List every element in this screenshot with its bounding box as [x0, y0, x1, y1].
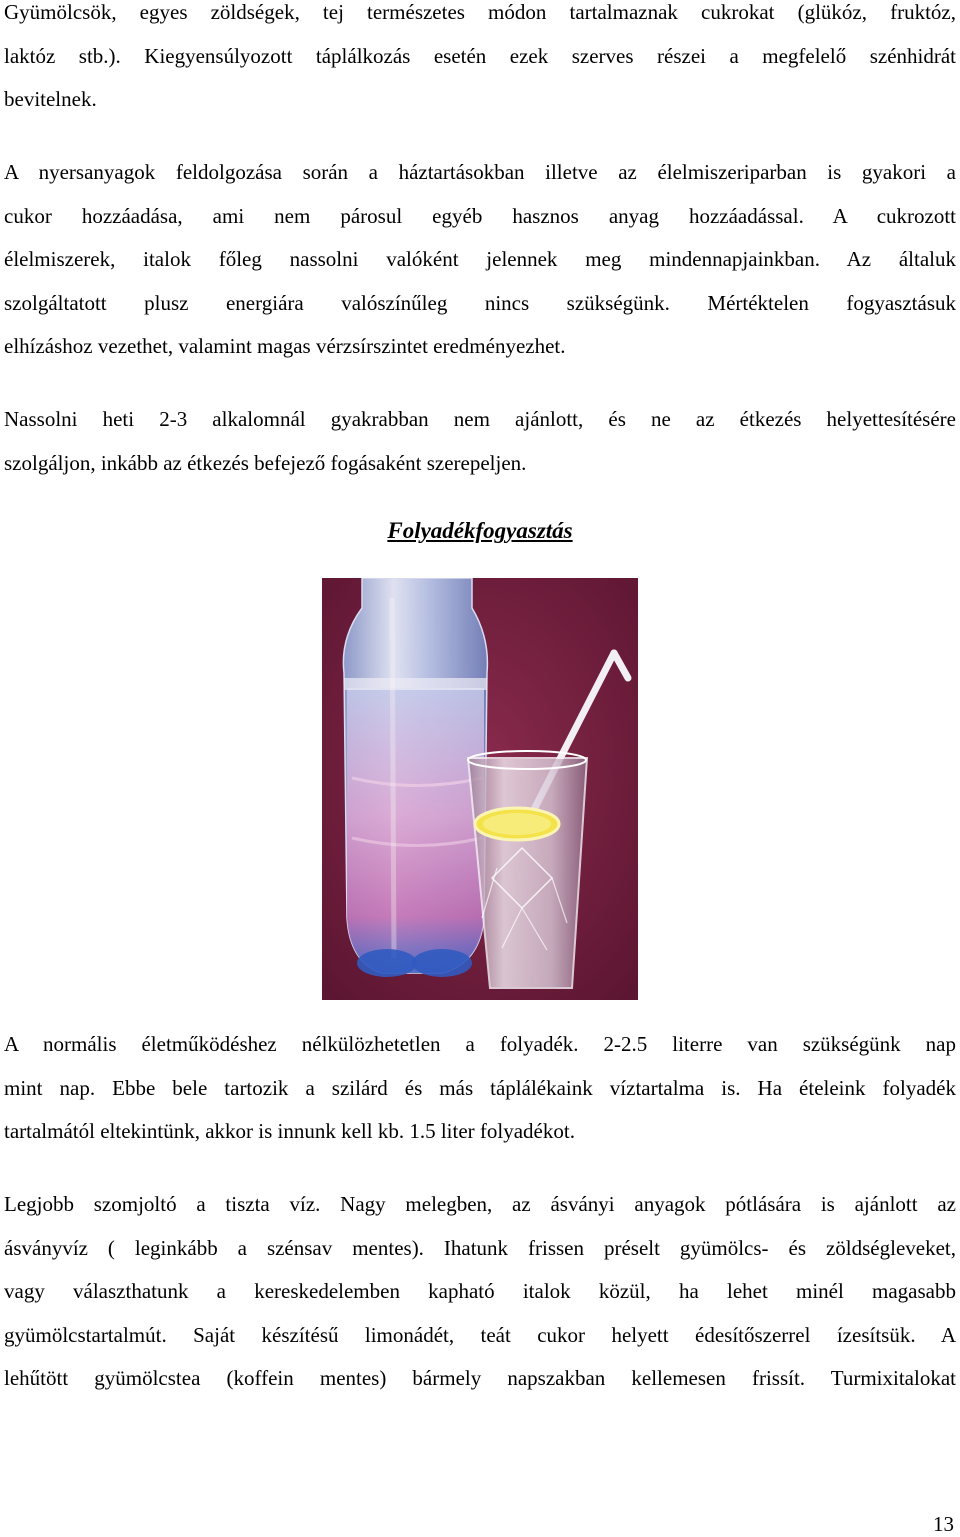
text-line: cukor hozzáadása, ami nem párosul egyéb hasznos anyag hozzáadással. A cukrozott: [4, 203, 956, 228]
text-line: bevitelnek.: [4, 87, 97, 111]
text-line: szolgáltatott plusz energiára valószínűleg nincs szükségünk. Mértéktelen fogyasztásuk: [4, 290, 956, 315]
text-line: tartalmától eltekintünk, akkor is innunk kell kb. 1.5 liter folyadékot.: [4, 1119, 575, 1143]
section-heading: Folyadékfogyasztás: [387, 518, 573, 543]
text-line: Gyümölcsök, egyes zöldségek, tej természetes módon tartalmaznak cukrokat (glükóz, fruktóz,: [4, 0, 956, 24]
text-line: gyümölcstartalmút. Saját készítésű limonádét, teát cukor helyett édesítőszerrel ízesítsük. A: [4, 1322, 956, 1347]
water-bottle-and-glass-with-lemon-photo: [322, 578, 638, 1000]
paragraph-fluid-needs: [4, 1023, 956, 1154]
text-line: A nyersanyagok feldolgozása során a háztartásokban illetve az élelmiszeriparban is gyakori a: [4, 160, 956, 184]
text-line: elhízáshoz vezethet, valamint magas vérzsírszintet eredményezhet.: [4, 334, 566, 358]
text-line: lehűtött gyümölcstea (koffein mentes) bármely napszakban kellemesen frissít. Turmixitalokat: [4, 1366, 956, 1390]
text-line: szolgáljon, inkább az étkezés befejező fogásaként szerepeljen.: [4, 450, 527, 475]
paragraph-best-drinks: [4, 1183, 956, 1401]
text-line: laktóz stb.). Kiegyensúlyozott táplálkozás esetén ezek szerves részei a megfelelő szénhidrát: [4, 43, 956, 68]
text-line: mint nap. Ebbe bele tartozik a szilárd és más táplálékaink víztartalma is. Ha ételeink folyadék: [4, 1075, 956, 1100]
text-line: Nassolni heti 2-3 alkalomnál gyakrabban nem ajánlott, és ne az étkezés helyettesítésére: [4, 407, 956, 431]
paragraph-sugars-intro: [4, 0, 956, 122]
paragraph-snacking-advice: [4, 398, 956, 485]
text-line: ásványvíz ( leginkább a szénsav mentes). Ihatunk frissen préselt gyümölcs- és zöldségleveket,: [4, 1235, 956, 1260]
text-line: A normális életműködéshez nélkülözhetetlen a folyadék. 2-2.5 literre van szükségünk nap: [4, 1032, 956, 1056]
paragraph-added-sugar: [4, 151, 956, 369]
text-line: élelmiszerek, italok főleg nassolni valóként jelennek meg mindennapjainkban. Az általuk: [4, 247, 956, 271]
drinking-glass: [468, 751, 587, 988]
text-line: Legjobb szomjoltó a tiszta víz. Nagy melegben, az ásványi anyagok pótlására is ajánlott az: [4, 1192, 956, 1216]
page-number: 13: [933, 1512, 954, 1536]
water-bottle: [343, 578, 487, 977]
text-line: vagy választhatunk a kereskedelemben kapható italok közül, ha lehet minél magasabb: [4, 1279, 956, 1303]
